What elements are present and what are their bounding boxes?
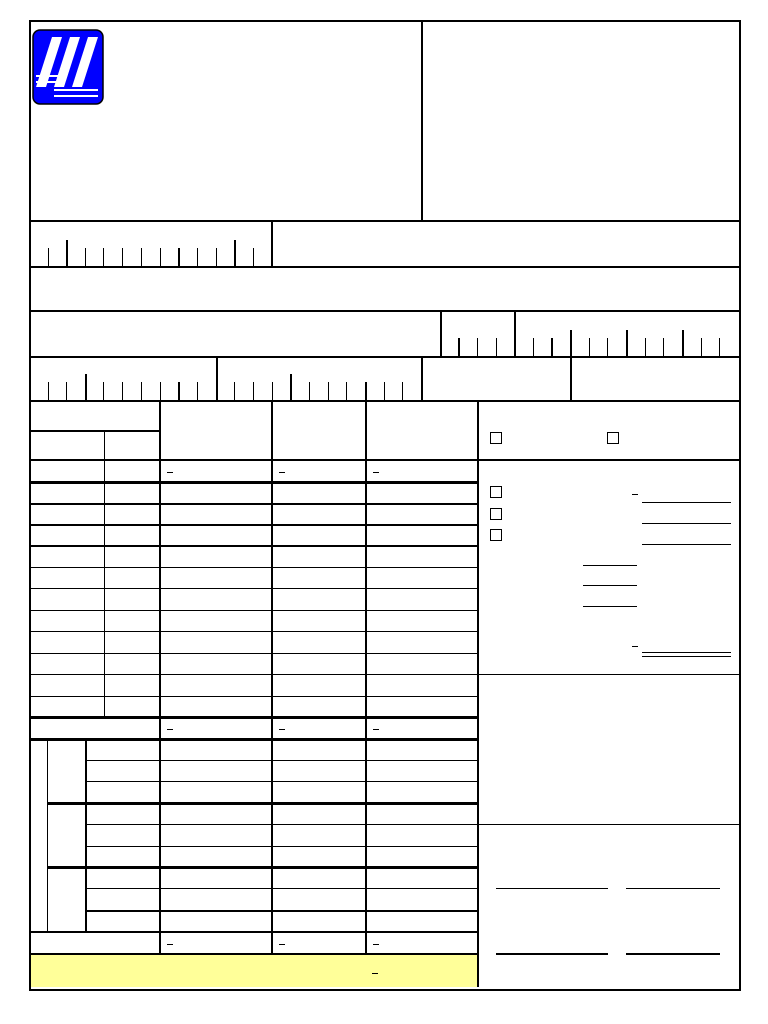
signature-line-3[interactable]	[496, 953, 608, 955]
table-row-line	[29, 653, 477, 654]
amount-dash	[279, 472, 285, 473]
detail-line-1[interactable]	[583, 565, 637, 566]
payment-checkbox-1[interactable]	[490, 486, 502, 498]
address-field[interactable]	[31, 268, 737, 310]
table-row-line	[86, 846, 477, 847]
payment-total-line-double	[642, 656, 731, 657]
logo-icon	[32, 29, 104, 105]
table-row-line	[29, 674, 739, 675]
table-row-line	[29, 567, 477, 568]
payment-total-dash	[632, 646, 638, 647]
table-row-line	[29, 588, 477, 589]
detail-line-2[interactable]	[583, 585, 637, 586]
table-row-line	[29, 610, 477, 611]
signature-line-4[interactable]	[626, 953, 720, 955]
table-row-line	[86, 888, 477, 889]
table-row-line	[29, 524, 477, 526]
name-field[interactable]	[273, 222, 737, 266]
zip-code-field[interactable]	[442, 312, 514, 356]
amount-dash	[279, 944, 285, 945]
table-row-line	[86, 781, 477, 782]
payment-dash	[632, 494, 638, 495]
amount-dash	[279, 729, 285, 730]
grand-total-cell[interactable]	[31, 955, 477, 987]
table-row-line	[86, 760, 477, 761]
date-field[interactable]	[423, 358, 570, 400]
table-row-line	[29, 503, 477, 505]
amount-dash	[167, 472, 173, 473]
table-row-line	[29, 931, 477, 933]
tin-2-field[interactable]	[218, 358, 421, 400]
table-header-line	[29, 459, 739, 461]
amount-dash	[167, 729, 173, 730]
table-header-line	[29, 430, 160, 432]
signature-line-1[interactable]	[496, 888, 608, 889]
signature-field[interactable]	[572, 358, 737, 400]
group-line	[47, 802, 477, 805]
table-row-line	[29, 545, 477, 547]
option-checkbox-2[interactable]	[607, 432, 619, 444]
address-2-field[interactable]	[31, 312, 440, 356]
header-divider	[421, 20, 423, 220]
amount-dash	[373, 944, 379, 945]
payment-total-line[interactable]	[642, 652, 731, 653]
group-divider	[47, 740, 48, 932]
table-row-line	[29, 631, 477, 632]
table-row-line	[86, 910, 477, 912]
payment-checkbox-2[interactable]	[490, 508, 502, 520]
table-row-line	[29, 482, 477, 484]
table-col-divider	[477, 400, 479, 987]
payment-checkbox-3[interactable]	[490, 529, 502, 541]
amount-dash	[372, 973, 378, 974]
option-checkbox-1[interactable]	[490, 432, 502, 444]
group-divider	[85, 740, 87, 932]
payment-amount-line-3[interactable]	[642, 544, 731, 545]
payment-amount-line-2[interactable]	[642, 523, 731, 524]
detail-line-3[interactable]	[583, 606, 637, 607]
table-subtotal-line	[29, 738, 477, 741]
group-line	[47, 866, 477, 869]
payment-amount-line-1[interactable]	[642, 502, 731, 503]
signature-line-2[interactable]	[626, 888, 720, 889]
tin-field[interactable]	[31, 358, 216, 400]
amount-dash	[373, 729, 379, 730]
amount-dash	[167, 944, 173, 945]
table-row-line	[86, 824, 739, 825]
table-subtotal-line	[29, 716, 477, 719]
table-row-line	[29, 696, 477, 697]
amount-dash	[373, 472, 379, 473]
row-divider	[29, 400, 739, 402]
